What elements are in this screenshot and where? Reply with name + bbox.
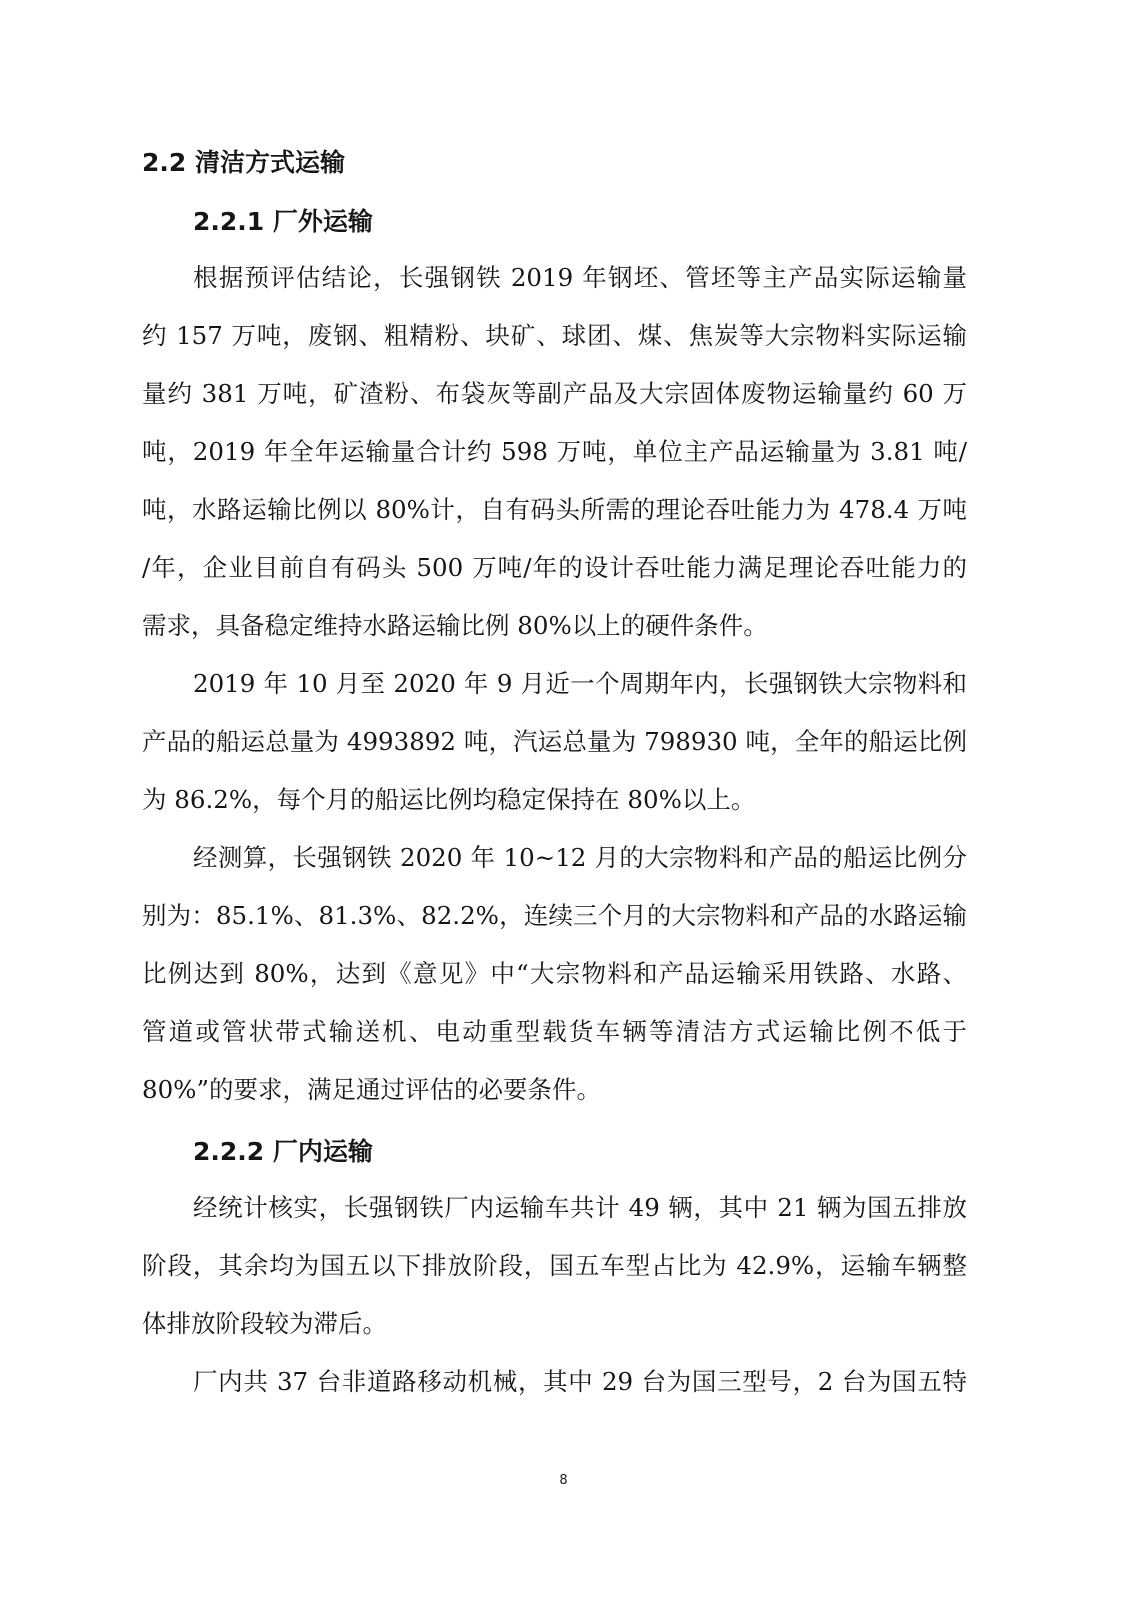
paragraph-pre-assessment [142, 249, 967, 655]
text-line: 为 86.2%，每个月的船运比例均稳定保持在 80%以上。 [142, 785, 756, 814]
text-line: 80%”的要求，满足通过评估的必要条件。 [142, 1075, 601, 1104]
text-line: 产品的船运总量为 4993892 吨，汽运总量为 798930 吨，全年的船运比例 [142, 727, 967, 756]
paragraph-non-road-machinery [142, 1353, 967, 1411]
text-line: 管道或管状带式输送机、电动重型载货车辆等清洁方式运输比例不低于 [142, 1017, 967, 1046]
subsection-heading-2-2-2: 2.2.2 厂内运输 [193, 1137, 373, 1166]
subsection-heading-2-2-1: 2.2.1 厂外运输 [193, 207, 373, 236]
section-heading-2-2: 2.2 清洁方式运输 [142, 148, 345, 177]
text-line: 经统计核实，长强钢铁厂内运输车共计 49 辆，其中 21 辆为国五排放 [193, 1193, 967, 1222]
text-line: 2019 年 10 月至 2020 年 9 月近一个周期年内，长强钢铁大宗物料和 [193, 669, 967, 698]
text-line: 吨，2019 年全年运输量合计约 598 万吨，单位主产品运输量为 3.81 吨/ [142, 437, 967, 466]
paragraph-shipping-ratio [142, 829, 967, 1119]
text-line: 根据预评估结论，长强钢铁 2019 年钢坯、管坯等主产品实际运输量 [193, 263, 967, 292]
text-line: 需求，具备稳定维持水路运输比例 80%以上的硬件条件。 [142, 611, 768, 640]
text-line: 比例达到 80%，达到《意见》中“大宗物料和产品运输采用铁路、水路、 [142, 959, 967, 988]
text-line: 阶段，其余均为国五以下排放阶段，国五车型占比为 42.9%，运输车辆整 [142, 1251, 967, 1280]
paragraph-internal-vehicles [142, 1179, 967, 1353]
paragraph-shipping-volume [142, 655, 967, 829]
text-line: 别为：85.1%、81.3%、82.2%，连续三个月的大宗物料和产品的水路运输 [142, 901, 967, 930]
text-line: 吨，水路运输比例以 80%计，自有码头所需的理论吞吐能力为 478.4 万吨 [142, 495, 967, 524]
text-line: 体排放阶段较为滞后。 [142, 1309, 387, 1338]
text-line: 厂内共 37 台非道路移动机械，其中 29 台为国三型号，2 台为国五特 [193, 1367, 967, 1396]
page-number: 8 [559, 1473, 568, 1488]
text-line: 经测算，长强钢铁 2020 年 10~12 月的大宗物料和产品的船运比例分 [193, 843, 967, 872]
text-line: 约 157 万吨，废钢、粗精粉、块矿、球团、煤、焦炭等大宗物料实际运输 [142, 321, 967, 350]
text-line: 量约 381 万吨，矿渣粉、布袋灰等副产品及大宗固体废物运输量约 60 万 [142, 379, 967, 408]
text-line: /年，企业目前自有码头 500 万吨/年的设计吞吐能力满足理论吞吐能力的 [142, 553, 967, 582]
